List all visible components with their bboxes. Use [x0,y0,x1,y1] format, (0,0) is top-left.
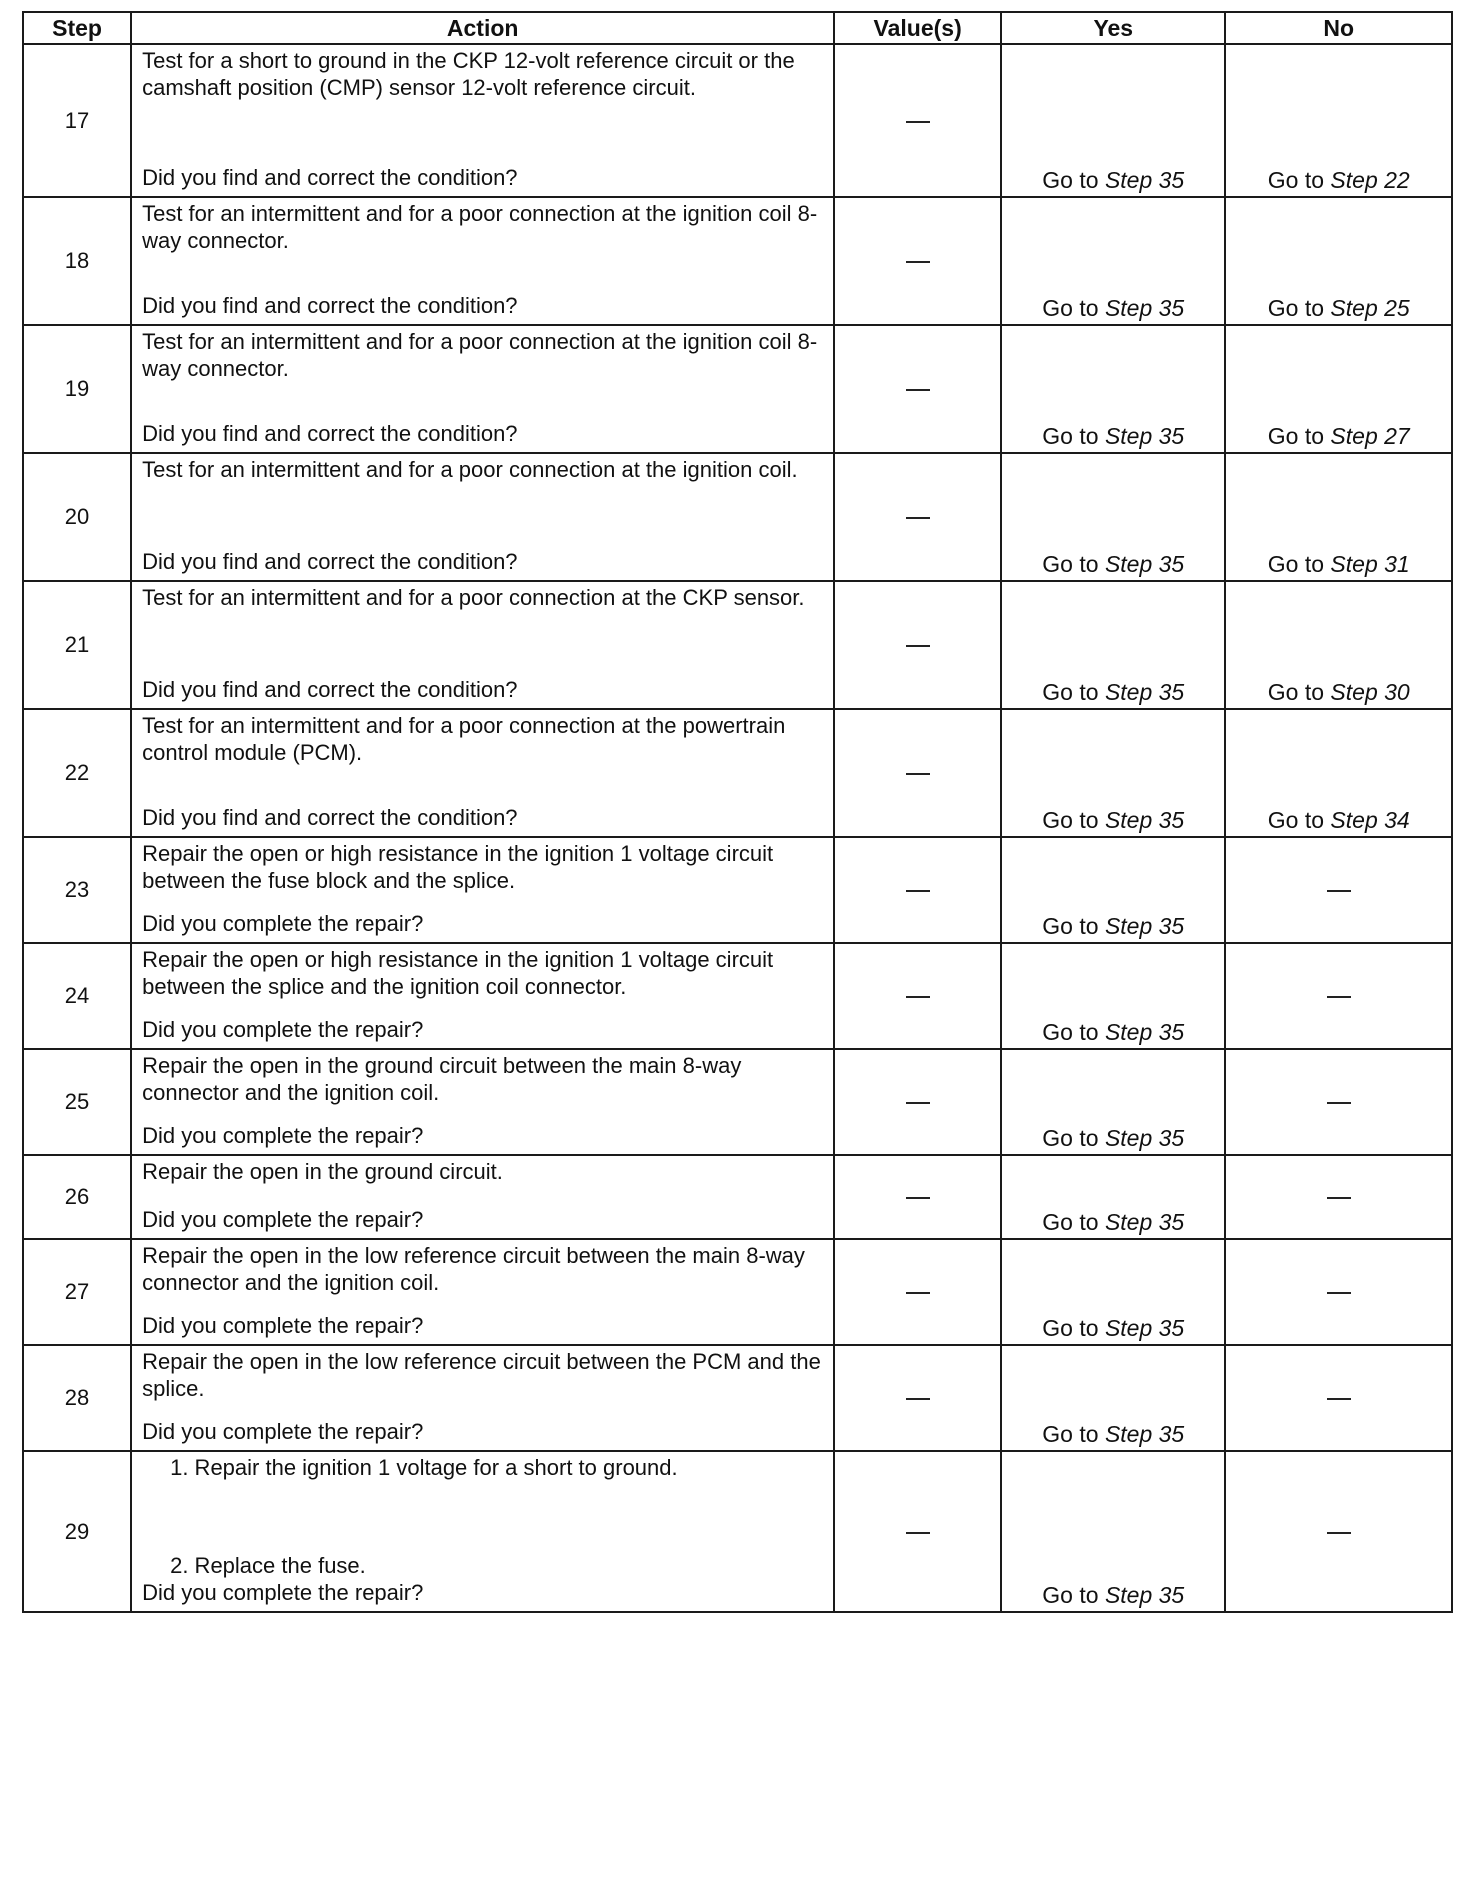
step-number: 23 [23,837,131,943]
table-row [23,581,1452,709]
yes-cell [1001,709,1225,837]
table-row [23,197,1452,325]
goto-prefix: Go to [1042,1125,1105,1151]
action-cell [131,1049,834,1155]
action-line: Test for an intermittent and for a poor connection at the ignition coil. [142,457,798,482]
dash-mark [1327,1292,1351,1294]
value-cell [834,709,1001,837]
header-yes: Yes [1001,12,1225,44]
action-instructions [142,456,823,483]
action-question: Did you complete the repair? [142,1313,424,1338]
goto-step: Step 35 [1104,551,1185,577]
goto-step: Step 35 [1104,913,1185,939]
no-cell [1225,197,1452,325]
action-line: Repair the open in the ground circuit. [142,1159,503,1184]
yes-cell [1001,453,1225,581]
action-line: Test for an intermittent and for a poor connection at the CKP sensor. [142,585,805,610]
step-number: 22 [23,709,131,837]
list-item: 2. Replace the fuse. [170,1553,366,1578]
goto-link [1268,295,1410,324]
yes-cell [1001,1345,1225,1451]
yes-cell [1001,581,1225,709]
no-cell [1225,1049,1452,1155]
dash-mark [1327,890,1351,892]
goto-prefix: Go to [1042,807,1105,833]
step-number: 28 [23,1345,131,1451]
action-line: Repair the open in the low reference circuit between the main 8-way connector and the ignition coil. [142,1243,805,1295]
value-cell [834,197,1001,325]
action-instructions [142,1158,823,1185]
dash-mark [906,890,930,892]
goto-link [1042,1209,1184,1238]
header-step: Step [23,12,131,44]
action-instructions [142,712,823,766]
table-row [23,1451,1452,1612]
goto-link [1268,423,1410,452]
goto-step: Step 35 [1104,295,1185,321]
step-number: 18 [23,197,131,325]
value-cell [834,581,1001,709]
goto-prefix: Go to [1042,1582,1105,1608]
action-instructions [142,200,823,254]
dash-mark [906,1292,930,1294]
no-cell [1225,1155,1452,1239]
table-row [23,453,1452,581]
goto-prefix: Go to [1042,1019,1105,1045]
goto-step: Step 35 [1104,1421,1185,1447]
dash-mark [906,996,930,998]
action-line: Repair the open or high resistance in the ignition 1 voltage circuit between the fuse block and the splice. [142,841,774,893]
goto-prefix: Go to [1042,295,1105,321]
goto-link [1268,551,1410,580]
action-bottom [142,1552,823,1606]
action-content [132,1452,833,1609]
goto-step: Step 35 [1104,1019,1185,1045]
value-cell [834,1049,1001,1155]
table-body [23,44,1452,1612]
header-values: Value(s) [834,12,1001,44]
action-content [132,1050,833,1152]
goto-prefix: Go to [1042,1209,1105,1235]
goto-prefix: Go to [1042,167,1105,193]
action-question: Did you complete the repair? [142,1207,424,1232]
action-content [132,1156,833,1236]
goto-prefix: Go to [1042,679,1105,705]
goto-prefix: Go to [1042,551,1105,577]
value-cell [834,1155,1001,1239]
yes-cell [1001,943,1225,1049]
dash-mark [1327,1398,1351,1400]
action-question: Did you complete the repair? [142,1580,424,1605]
step-number: 26 [23,1155,131,1239]
action-line: Test for an intermittent and for a poor connection at the ignition coil 8-way connector. [142,329,818,381]
action-cell [131,453,834,581]
table-row [23,709,1452,837]
yes-cell [1001,1451,1225,1612]
goto-step: Step 27 [1330,423,1410,449]
goto-step: Step 35 [1104,423,1185,449]
yes-cell [1001,1155,1225,1239]
dash-mark [906,1532,930,1534]
goto-prefix: Go to [1267,167,1331,193]
step-number: 21 [23,581,131,709]
action-cell [131,837,834,943]
goto-step: Step 35 [1104,1125,1185,1151]
dash-mark [906,1102,930,1104]
no-cell [1225,1239,1452,1345]
goto-prefix: Go to [1267,679,1331,705]
action-content [132,198,833,322]
action-instructions [142,584,823,611]
list-item: 1. Repair the ignition 1 voltage for a short to ground. [170,1455,678,1480]
action-line: Test for a short to ground in the CKP 12-volt reference circuit or the camshaft position (CMP) sensor 12-volt reference circuit. [142,48,795,100]
dash-mark [906,121,930,123]
goto-prefix: Go to [1267,423,1331,449]
action-instructions [142,47,823,101]
goto-link [1042,423,1184,452]
action-question: Did you complete the repair? [142,911,424,936]
action-question: Did you find and correct the condition? [142,421,518,446]
goto-step: Step 35 [1104,1315,1185,1341]
goto-step: Step 35 [1104,807,1185,833]
no-cell [1225,44,1452,197]
goto-step: Step 35 [1104,1582,1185,1608]
goto-prefix: Go to [1042,1315,1105,1341]
no-cell [1225,837,1452,943]
action-question: Did you find and correct the condition? [142,293,518,318]
dash-mark [906,1398,930,1400]
action-line: Repair the open in the ground circuit between the main 8-way connector and the ignition coil. [142,1053,742,1105]
action-instructions [142,1242,823,1296]
goto-prefix: Go to [1042,1421,1105,1447]
action-line: Test for an intermittent and for a poor connection at the powertrain control module (PCM). [142,713,786,765]
yes-cell [1001,1239,1225,1345]
no-cell [1225,1451,1452,1612]
goto-step: Step 35 [1104,167,1185,193]
no-cell [1225,325,1452,453]
action-content [132,326,833,450]
action-content [132,1346,833,1448]
action-cell [131,44,834,197]
header-row [23,12,1452,44]
action-content [132,582,833,706]
table-row [23,837,1452,943]
action-content [132,45,833,194]
action-instructions [142,1454,823,1481]
dash-mark [906,261,930,263]
goto-step: Step 34 [1330,807,1410,833]
table-row [23,1155,1452,1239]
goto-step: Step 31 [1330,551,1410,577]
action-question: Did you find and correct the condition? [142,165,518,190]
goto-link [1042,1582,1184,1611]
table-row [23,943,1452,1049]
goto-link [1042,295,1184,324]
action-question: Did you find and correct the condition? [142,805,518,830]
goto-step: Step 25 [1330,295,1410,321]
step-number: 29 [23,1451,131,1612]
dash-mark [906,645,930,647]
goto-link [1042,1019,1184,1048]
no-cell [1225,581,1452,709]
action-instructions [142,1348,823,1402]
goto-link [1268,167,1410,196]
goto-link [1042,1125,1184,1154]
yes-cell [1001,837,1225,943]
goto-prefix: Go to [1042,423,1105,449]
value-cell [834,1451,1001,1612]
action-cell [131,325,834,453]
goto-step: Step 30 [1330,679,1410,705]
goto-step: Step 35 [1104,1209,1185,1235]
step-number: 27 [23,1239,131,1345]
table-row [23,44,1452,197]
action-line: Repair the open in the low reference circuit between the PCM and the splice. [142,1349,821,1401]
action-instructions [142,840,823,894]
goto-prefix: Go to [1267,551,1331,577]
action-question: Did you complete the repair? [142,1017,424,1042]
step-number: 24 [23,943,131,1049]
yes-cell [1001,197,1225,325]
action-cell [131,1155,834,1239]
header-no: No [1225,12,1452,44]
goto-link [1042,1315,1184,1344]
action-line: Test for an intermittent and for a poor connection at the ignition coil 8-way connector. [142,201,818,253]
action-instructions [142,328,823,382]
goto-prefix: Go to [1042,913,1105,939]
action-cell [131,709,834,837]
action-content [132,454,833,578]
step-number: 17 [23,44,131,197]
dash-mark [906,1197,930,1199]
value-cell [834,837,1001,943]
yes-cell [1001,44,1225,197]
action-cell [131,943,834,1049]
diagnostic-table [22,11,1453,1613]
goto-link [1042,807,1184,836]
goto-link [1268,807,1410,836]
value-cell [834,1239,1001,1345]
action-cell [131,1451,834,1612]
dash-mark [1327,1102,1351,1104]
action-question: Did you complete the repair? [142,1123,424,1148]
goto-step: Step 22 [1330,167,1410,193]
action-content [132,944,833,1046]
dash-mark [1327,996,1351,998]
action-instructions [142,946,823,1000]
dash-mark [906,517,930,519]
action-line: Repair the open or high resistance in the ignition 1 voltage circuit between the splice and the ignition coil connector. [142,947,774,999]
dash-mark [1327,1532,1351,1534]
step-number: 19 [23,325,131,453]
dash-mark [906,389,930,391]
action-cell [131,1239,834,1345]
yes-cell [1001,325,1225,453]
goto-link [1268,679,1410,708]
value-cell [834,943,1001,1049]
yes-cell [1001,1049,1225,1155]
action-question: Did you complete the repair? [142,1419,424,1444]
table-row [23,1049,1452,1155]
goto-prefix: Go to [1267,807,1331,833]
action-question: Did you find and correct the condition? [142,549,518,574]
no-cell [1225,453,1452,581]
no-cell [1225,1345,1452,1451]
goto-link [1042,679,1184,708]
step-number: 25 [23,1049,131,1155]
table-row [23,1239,1452,1345]
value-cell [834,453,1001,581]
value-cell [834,1345,1001,1451]
value-cell [834,325,1001,453]
goto-link [1042,551,1184,580]
goto-link [1042,913,1184,942]
action-cell [131,1345,834,1451]
goto-link [1042,167,1184,196]
table-row [23,1345,1452,1451]
value-cell [834,44,1001,197]
header-action: Action [131,12,834,44]
action-content [132,838,833,940]
action-instructions [142,1052,823,1106]
step-number: 20 [23,453,131,581]
goto-prefix: Go to [1267,295,1331,321]
table-row [23,325,1452,453]
goto-link [1042,1421,1184,1450]
goto-step: Step 35 [1104,679,1185,705]
no-cell [1225,943,1452,1049]
action-content [132,1240,833,1342]
action-question: Did you find and correct the condition? [142,677,518,702]
action-cell [131,581,834,709]
dash-mark [906,773,930,775]
no-cell [1225,709,1452,837]
dash-mark [1327,1197,1351,1199]
action-content [132,710,833,834]
action-cell [131,197,834,325]
